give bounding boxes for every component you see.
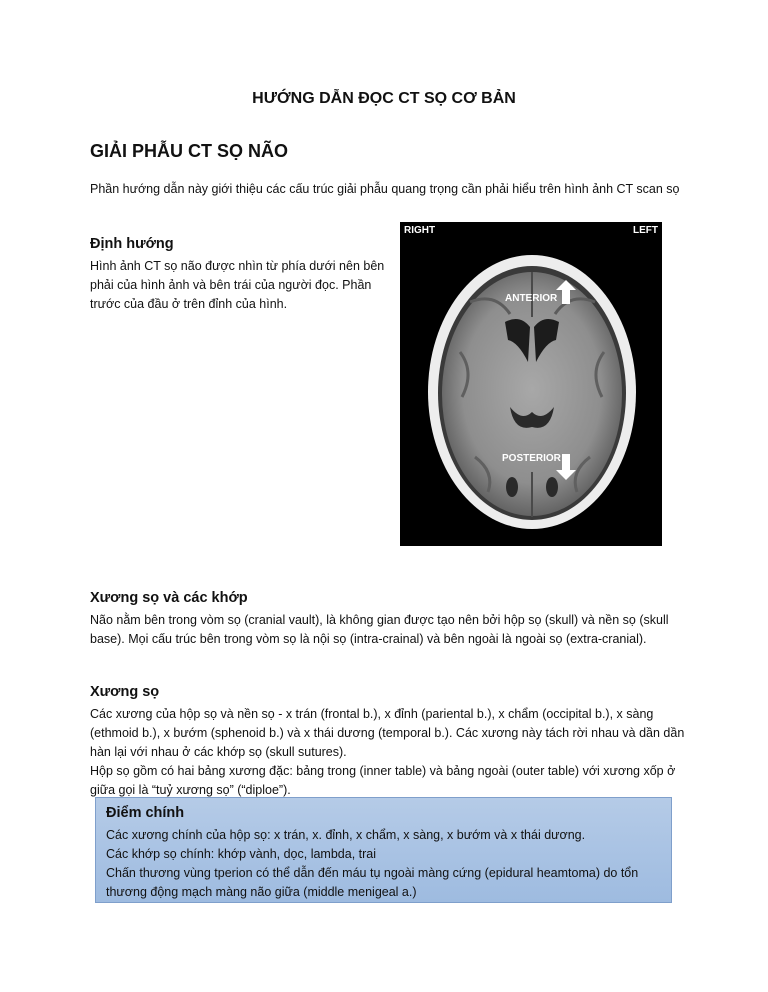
- ct-label-left: LEFT: [633, 225, 658, 236]
- orientation-heading: Định hướng: [90, 236, 174, 252]
- intro-paragraph: Phần hướng dẫn này giới thiệu các cấu trúc giải phẫu quang trọng cần phải hiểu trên hình ảnh CT scan sọ: [90, 182, 680, 196]
- skull-bones-heading: Xương sọ: [90, 684, 160, 700]
- key-points-heading: Điểm chính: [106, 805, 185, 821]
- page-title: HƯỚNG DẪN ĐỌC CT SỌ CƠ BẢN: [252, 90, 516, 107]
- section-title: GIẢI PHẪU CT SỌ NÃO: [90, 141, 289, 161]
- ct-scan-image: [400, 222, 662, 546]
- skull-bones-paragraph-1: Các xương của hộp sọ và nền sọ - x trán (frontal b.), x đỉnh (pariental b.), x chẩm (occipital b.), x sàng (ethmoid b.), x bướm (sphenoid b.) và x thái dương (temporal b.). Các xương này tách rời nhau và dần dần hàn lại với nhau ở các khớp sọ (skull sutures).: [90, 707, 685, 759]
- key-point-3: Chấn thương vùng tperion có thể dẫn đến máu tụ ngoài màng cứng (epidural heamtoma) do tổn thương động mạch màng não giữa (middle menigeal a.): [106, 866, 639, 899]
- skull-bones-paragraph-2: Hộp sọ gồm có hai bảng xương đặc: bảng trong (inner table) và bảng ngoài (outer table) với xương xốp ở giữa gọi là “tuỷ xương sọ” (“diploe”).: [90, 764, 676, 797]
- ct-scan-graphic: [400, 222, 662, 546]
- skull-joints-heading: Xương sọ và các khớp: [90, 590, 248, 606]
- key-point-1: Các xương chính của hộp sọ: x trán, x. đỉnh, x chẩm, x sàng, x bướm và x thái dương.: [106, 828, 586, 842]
- ct-label-right: RIGHT: [404, 225, 436, 236]
- orientation-paragraph: Hình ảnh CT sọ não được nhìn từ phía dưới nên bên phải của hình ảnh và bên trái của người đọc. Phần trước của đầu ở trên đỉnh của hình.: [90, 259, 385, 311]
- key-points-box: [95, 797, 672, 903]
- ct-label-anterior: ANTERIOR: [505, 293, 558, 304]
- key-point-2: Các khớp sọ chính: khớp vành, dọc, lambda, trai: [106, 847, 377, 861]
- ct-label-posterior: POSTERIOR: [502, 453, 561, 464]
- key-points-text: [106, 826, 666, 902]
- skull-joints-paragraph: Não nằm bên trong vòm sọ (cranial vault), là không gian được tạo nên bởi hộp sọ (skull) và nền sọ (skull base). Mọi cấu trúc bên trong vòm sọ là nội sọ (intra-crainal) và bên ngoài là ngoài sọ (extra-cranial).: [90, 613, 669, 646]
